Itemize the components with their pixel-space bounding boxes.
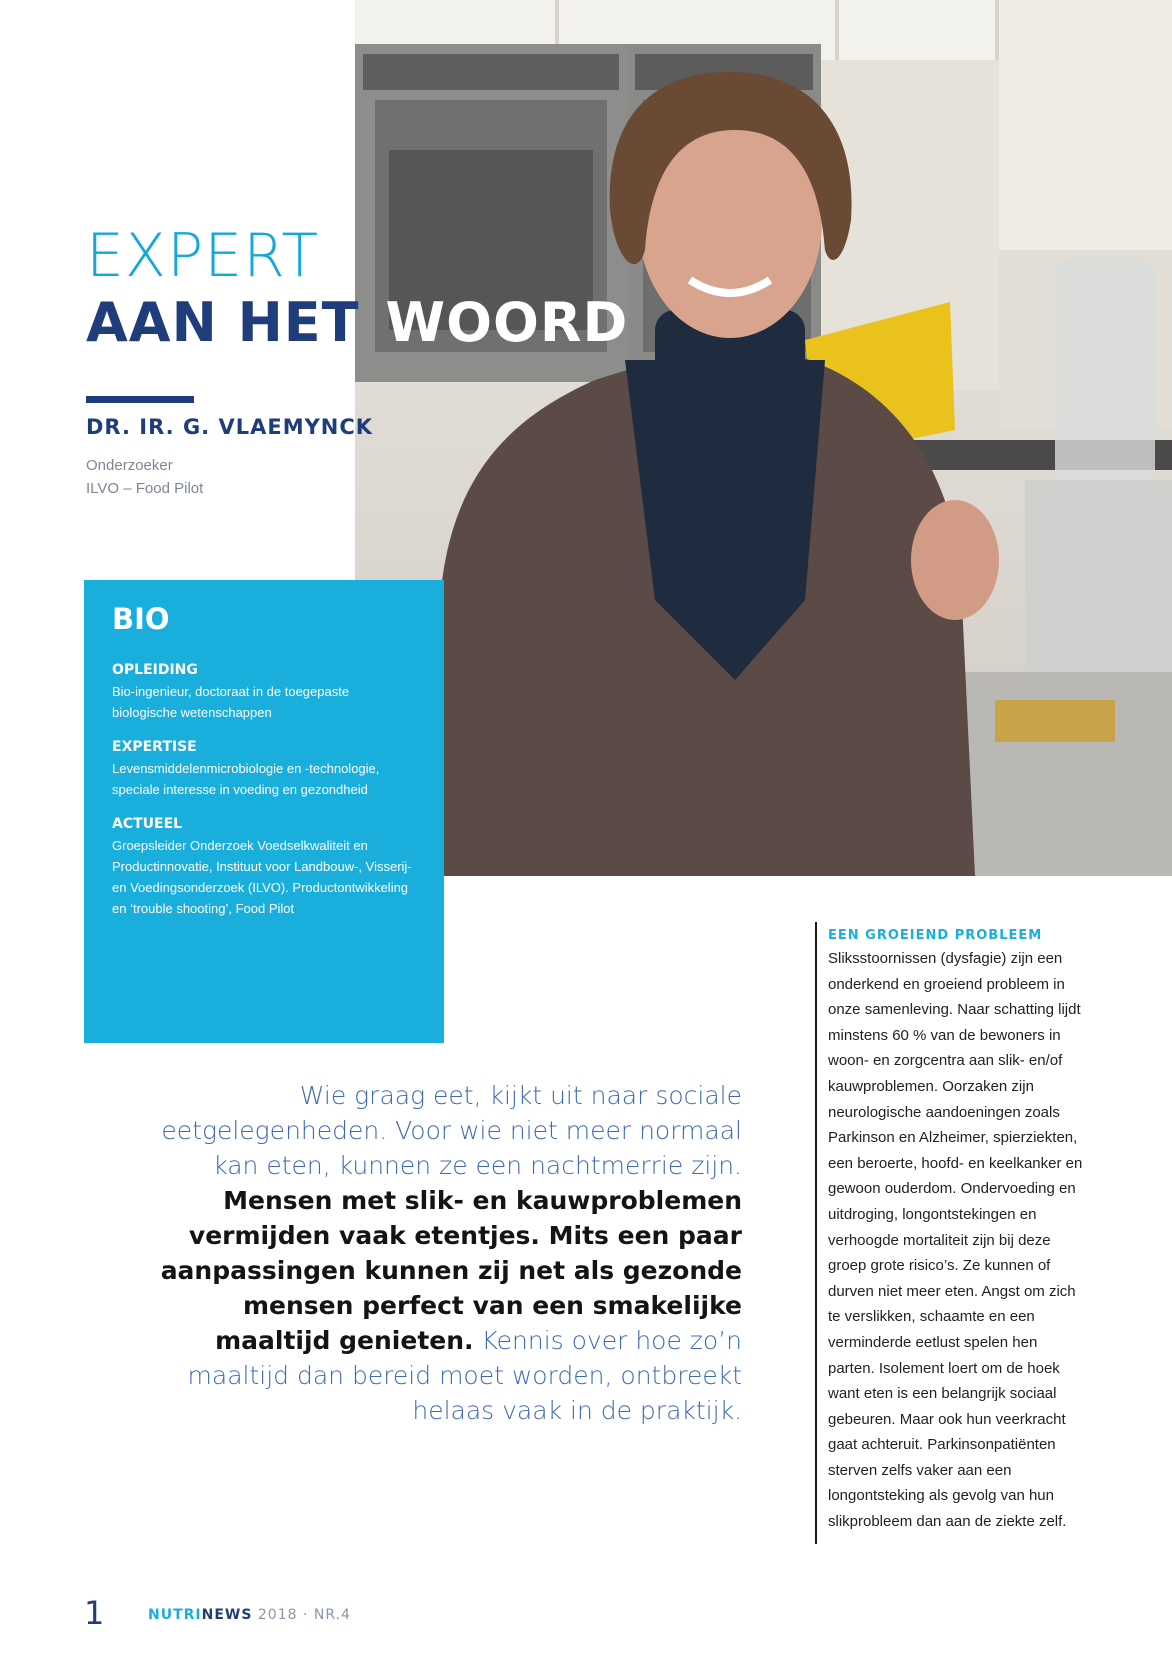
bio-title: BIO: [112, 602, 170, 636]
bio-box: [84, 580, 444, 1043]
expert-name: DR. IR. G. VLAEMYNCK: [86, 415, 374, 439]
sidebar-rule: [815, 922, 817, 1544]
footer-brand-nutri: NUTRI: [148, 1607, 202, 1623]
bio-heading-opleiding: OPLEIDING: [112, 662, 198, 678]
footer-publication: [148, 1607, 351, 1623]
bio-text-expertise: Levensmiddelenmicrobiologie en -technologie, speciale interesse in voeding en gezondheid: [112, 761, 380, 797]
expert-role-affiliation: ILVO – Food Pilot: [86, 480, 204, 497]
portrait-illustration: [355, 0, 1172, 876]
quote-intro: Wie graag eet, kijkt uit naar sociale eetgelegenheden. Voor wie niet meer normaal kan eten, kunnen ze een nachtmerrie zijn.: [161, 1081, 742, 1180]
expert-role-title: Onderzoeker: [86, 457, 173, 474]
name-rule: [86, 396, 194, 403]
kicker-expert: EXPERT: [86, 221, 320, 291]
quote-outro: Kennis over hoe zo’n maaltijd dan bereid moet worden, ontbreekt helaas vaak in de praktijk.: [187, 1326, 742, 1425]
quote-bold: Mensen met slik- en kauwproblemen vermijden vaak etentjes. Mits een paar aanpassingen kunnen zij net als gezonde mensen perfect van een smakelijke maaltijd genieten.: [160, 1186, 742, 1355]
bio-text-opleiding: Bio-ingenieur, doctoraat in de toegepaste biologische wetenschappen: [112, 684, 350, 720]
page-number: 1: [84, 1594, 105, 1632]
sidebar-article: [828, 926, 1086, 1535]
sidebar-body: Sliksstoornissen (dysfagie) zijn een onderkend en groeiend probleem in onze samenleving. Naar schatting lijdt minstens 60 % van de bewoners in woon- en zorgcentra aan slik- en/of kauwproblemen. Oorzaken zijn neurologische aandoeningen zoals Parkinson en Alzheimer, spierziekten, een beroerte, hoofd- en keelkanker en gewoon ouderdom. Ondervoeding en uitdroging, longontstekingen en verhoogde mortaliteit zijn bij deze groep grote risico’s. Ze kunnen of durven niet meer eten. Angst om zich te verslikken, schaamte en een verminderde eetlust spelen hen parten. Isolement loert om de hoek want eten is een belangrijk sociaal gebeuren. Maar ook hun veerkracht gaat achteruit. Parkinsonpatiënten sterven zelfs vaker aan een longontsteking als gevolg van hun slikprobleem dan aan de ziekte zelf.: [828, 950, 1083, 1531]
footer-issue: 2018 · NR.4: [257, 1607, 351, 1623]
expert-role: [86, 454, 203, 500]
headline-dark: AAN HET: [86, 291, 360, 354]
bio-text-actueel: Groepsleider Onderzoek Voedselkwaliteit en Productinnovatie, Instituut voor Landbouw-, Visserij- en Voedingsonderzoek (ILVO). Productontwikkeling en ‘trouble shooting’, Food Pilot: [112, 838, 412, 916]
bio-heading-actueel: ACTUEEL: [112, 816, 183, 832]
pull-quote: [160, 1078, 742, 1428]
bio-heading-expertise: EXPERTISE: [112, 739, 197, 755]
sidebar-title: EEN GROEIEND PROBLEEM: [828, 928, 1043, 943]
portrait-photo: [355, 0, 1172, 876]
footer-brand-news: NEWS: [201, 1607, 253, 1623]
headline-light: WOORD: [385, 291, 629, 354]
headline: [86, 291, 629, 354]
